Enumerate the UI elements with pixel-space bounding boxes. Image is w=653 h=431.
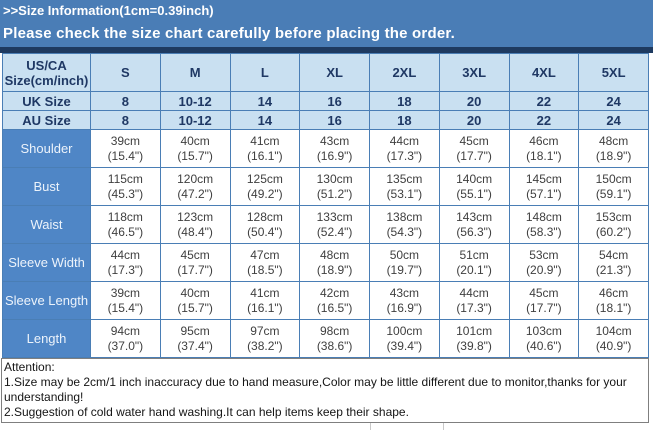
gridline-stub	[370, 423, 371, 430]
corner-header-line2: Size(cm/inch)	[4, 72, 89, 88]
inch-value: (54.3")	[386, 224, 423, 239]
inch-value: (20.1")	[456, 262, 492, 277]
size-column-header: M	[160, 54, 230, 92]
region-size-cell: 10-12	[160, 111, 230, 130]
region-label: UK Size	[3, 92, 91, 111]
corner-header-line1: US/CA	[26, 57, 67, 73]
cm-value: 54cm	[598, 247, 629, 262]
inch-value: (17.3")	[456, 300, 492, 315]
measurement-label: Sleeve Width	[3, 244, 91, 282]
measurement-cell	[370, 320, 440, 358]
measurement-cell	[230, 130, 300, 168]
measurement-cell	[91, 130, 161, 168]
measurement-cell	[160, 282, 230, 320]
measurement-label: Length	[3, 320, 91, 358]
measurement-cell	[230, 320, 300, 358]
region-size-cell: 18	[370, 92, 440, 111]
inch-value: (38.2")	[247, 338, 283, 353]
inch-value: (37.0")	[107, 338, 144, 353]
measurement-row	[3, 130, 649, 168]
measurement-cell	[439, 282, 509, 320]
measurement-cell	[439, 130, 509, 168]
cm-value: 46cm	[529, 133, 559, 148]
inch-value: (57.1")	[526, 186, 562, 201]
inch-value: (37.4")	[177, 338, 213, 353]
inch-value: (18.1")	[595, 300, 632, 315]
cm-value: 41cm	[250, 285, 280, 300]
cm-value: 153cm	[595, 209, 632, 224]
measurement-cell	[300, 168, 370, 206]
inch-value: (18.9")	[316, 262, 353, 277]
measurement-cell	[91, 282, 161, 320]
cm-value: 39cm	[110, 133, 141, 148]
measurement-cell	[300, 206, 370, 244]
inch-value: (59.1")	[595, 186, 632, 201]
cm-value: 120cm	[177, 171, 214, 186]
measurement-cell	[300, 282, 370, 320]
measurement-cell	[509, 168, 579, 206]
size-column-header: S	[91, 54, 161, 92]
region-size-cell: 22	[509, 111, 579, 130]
inch-value: (18.9")	[595, 148, 632, 163]
cm-value: 101cm	[456, 323, 493, 338]
cm-value: 148cm	[525, 209, 562, 224]
region-size-cell: 18	[370, 111, 440, 130]
region-size-row	[3, 92, 649, 111]
measurement-cell	[439, 320, 509, 358]
inch-value: (40.9")	[595, 338, 632, 353]
measurement-cell	[230, 168, 300, 206]
measurement-cell	[509, 130, 579, 168]
cm-value: 42cm	[319, 285, 350, 300]
measurement-label: Waist	[3, 206, 91, 244]
inch-value: (45.3")	[107, 186, 144, 201]
measurement-cell	[509, 206, 579, 244]
measurement-cell	[509, 320, 579, 358]
measurement-cell	[230, 206, 300, 244]
inch-value: (50.4")	[247, 224, 283, 239]
cm-value: 39cm	[110, 285, 141, 300]
inch-value: (17.3")	[386, 148, 423, 163]
corner-header	[3, 54, 91, 92]
inch-value: (52.4")	[316, 224, 353, 239]
measurement-cell	[300, 320, 370, 358]
inch-value: (21.3")	[595, 262, 632, 277]
measurement-cell	[370, 206, 440, 244]
measurement-cell	[160, 206, 230, 244]
cm-value: 123cm	[177, 209, 214, 224]
inch-value: (39.4")	[386, 338, 423, 353]
cm-value: 135cm	[386, 171, 423, 186]
cm-value: 128cm	[246, 209, 283, 224]
cm-value: 138cm	[386, 209, 423, 224]
inch-value: (39.8")	[456, 338, 492, 353]
size-column-header: XL	[300, 54, 370, 92]
measurement-cell	[91, 168, 161, 206]
inch-value: (20.9")	[526, 262, 562, 277]
region-size-cell: 8	[91, 92, 161, 111]
size-header-row	[3, 54, 649, 92]
bottom-gridline-strip	[0, 423, 653, 431]
measurement-cell	[160, 168, 230, 206]
inch-value: (15.4")	[107, 148, 144, 163]
inch-value: (15.7")	[177, 148, 213, 163]
cm-value: 45cm	[459, 133, 489, 148]
cm-value: 48cm	[598, 133, 629, 148]
inch-value: (17.3")	[107, 262, 144, 277]
measurement-cell	[370, 282, 440, 320]
inch-value: (16.1")	[247, 300, 283, 315]
region-size-cell: 22	[509, 92, 579, 111]
cm-value: 130cm	[316, 171, 353, 186]
region-size-cell: 24	[579, 111, 649, 130]
inch-value: (47.2")	[177, 186, 213, 201]
inch-value: (19.7")	[386, 262, 423, 277]
size-column-header: 4XL	[509, 54, 579, 92]
measurement-cell	[370, 130, 440, 168]
cm-value: 51cm	[459, 247, 489, 262]
measurement-cell	[579, 244, 649, 282]
measurement-label: Shoulder	[3, 130, 91, 168]
measurement-row	[3, 282, 649, 320]
measurement-row	[3, 206, 649, 244]
measurement-cell	[160, 130, 230, 168]
measurement-cell	[439, 168, 509, 206]
inch-value: (17.7")	[456, 148, 492, 163]
inch-value: (18.1")	[526, 148, 562, 163]
measurement-cell	[579, 282, 649, 320]
measurement-cell	[160, 320, 230, 358]
measurement-cell	[509, 244, 579, 282]
inch-value: (15.7")	[177, 300, 213, 315]
gridline-stub	[443, 423, 444, 430]
cm-value: 44cm	[389, 133, 420, 148]
measurement-cell	[439, 244, 509, 282]
cm-value: 150cm	[595, 171, 632, 186]
cm-value: 44cm	[459, 285, 489, 300]
measurement-cell	[230, 282, 300, 320]
measurement-row	[3, 244, 649, 282]
measurement-label: Bust	[3, 168, 91, 206]
size-column-header: L	[230, 54, 300, 92]
inch-value: (40.6")	[526, 338, 562, 353]
inch-value: (51.2")	[316, 186, 353, 201]
cm-value: 50cm	[389, 247, 420, 262]
size-column-header: 2XL	[370, 54, 440, 92]
cm-value: 100cm	[386, 323, 423, 338]
inch-value: (16.5")	[316, 300, 353, 315]
inch-value: (46.5")	[107, 224, 144, 239]
attention-box	[1, 358, 649, 423]
cm-value: 44cm	[110, 247, 141, 262]
inch-value: (60.2")	[595, 224, 632, 239]
measurement-cell	[509, 282, 579, 320]
measurement-cell	[439, 206, 509, 244]
cm-value: 40cm	[180, 285, 210, 300]
cm-value: 140cm	[456, 171, 493, 186]
cm-value: 115cm	[107, 171, 143, 186]
inch-value: (48.4")	[177, 224, 213, 239]
cm-value: 97cm	[250, 323, 280, 338]
measurement-cell	[91, 206, 161, 244]
cm-value: 104cm	[595, 323, 632, 338]
inch-value: (18.5")	[247, 262, 283, 277]
size-chart-table	[2, 53, 649, 358]
inch-value: (16.1")	[247, 148, 283, 163]
inch-value: (16.9")	[316, 148, 353, 163]
cm-value: 143cm	[456, 209, 493, 224]
cm-value: 103cm	[525, 323, 562, 338]
inch-value: (16.9")	[386, 300, 423, 315]
measurement-cell	[91, 244, 161, 282]
cm-value: 48cm	[319, 247, 350, 262]
measurement-cell	[370, 244, 440, 282]
region-size-cell: 16	[300, 111, 370, 130]
measurement-cell	[230, 244, 300, 282]
measurement-cell	[579, 168, 649, 206]
inch-value: (55.1")	[456, 186, 492, 201]
inch-value: (38.6")	[316, 338, 353, 353]
measurement-cell	[579, 130, 649, 168]
measurement-rows	[3, 130, 649, 358]
table-head	[3, 54, 649, 130]
measurement-label: Sleeve Length	[3, 282, 91, 320]
measurement-cell	[300, 244, 370, 282]
cm-value: 46cm	[598, 285, 629, 300]
cm-value: 53cm	[529, 247, 559, 262]
cm-value: 47cm	[250, 247, 280, 262]
inch-value: (56.3")	[456, 224, 492, 239]
size-column-header: 3XL	[439, 54, 509, 92]
region-size-cell: 16	[300, 92, 370, 111]
measurement-cell	[579, 320, 649, 358]
cm-value: 43cm	[389, 285, 420, 300]
cm-value: 45cm	[180, 247, 210, 262]
region-label: AU Size	[3, 111, 91, 130]
cm-value: 43cm	[319, 133, 350, 148]
region-size-cell: 20	[439, 111, 509, 130]
cm-value: 145cm	[525, 171, 562, 186]
region-size-cell: 8	[91, 111, 161, 130]
inch-value: (17.7")	[526, 300, 562, 315]
inch-value: (53.1")	[386, 186, 423, 201]
attention-note-1: 1.Size may be 2cm/1 inch inaccuracy due to hand measure,Color may be little different due to monitor,thanks for your understanding!	[4, 375, 627, 404]
region-size-cell: 14	[230, 111, 300, 130]
measurement-cell	[579, 206, 649, 244]
measurement-cell	[300, 130, 370, 168]
cm-value: 125cm	[246, 171, 283, 186]
cm-value: 133cm	[316, 209, 353, 224]
region-size-cell: 24	[579, 92, 649, 111]
region-size-row	[3, 111, 649, 130]
measurement-cell	[370, 168, 440, 206]
measurement-row	[3, 168, 649, 206]
inch-value: (49.2")	[247, 186, 283, 201]
cm-value: 45cm	[529, 285, 559, 300]
inch-value: (15.4")	[107, 300, 144, 315]
cm-value: 98cm	[319, 323, 350, 338]
inch-value: (17.7")	[177, 262, 213, 277]
region-size-cell: 14	[230, 92, 300, 111]
inch-value: (58.3")	[526, 224, 562, 239]
size-column-header: 5XL	[579, 54, 649, 92]
cm-value: 95cm	[180, 323, 210, 338]
attention-heading: Attention:	[4, 360, 55, 374]
measurement-row	[3, 320, 649, 358]
banner-title: >>Size Information(1cm=0.39inch)	[3, 3, 214, 18]
cm-value: 94cm	[110, 323, 141, 338]
measurement-cell	[91, 320, 161, 358]
attention-note-2: 2.Suggestion of cold water hand washing.It can help items keep their shape.	[4, 405, 409, 419]
measurement-cell	[160, 244, 230, 282]
cm-value: 118cm	[107, 209, 143, 224]
region-size-cell: 10-12	[160, 92, 230, 111]
cm-value: 41cm	[250, 133, 280, 148]
region-size-cell: 20	[439, 92, 509, 111]
size-info-banner	[0, 0, 653, 47]
banner-subtitle: Please check the size chart carefully before placing the order.	[3, 25, 455, 42]
cm-value: 40cm	[180, 133, 210, 148]
